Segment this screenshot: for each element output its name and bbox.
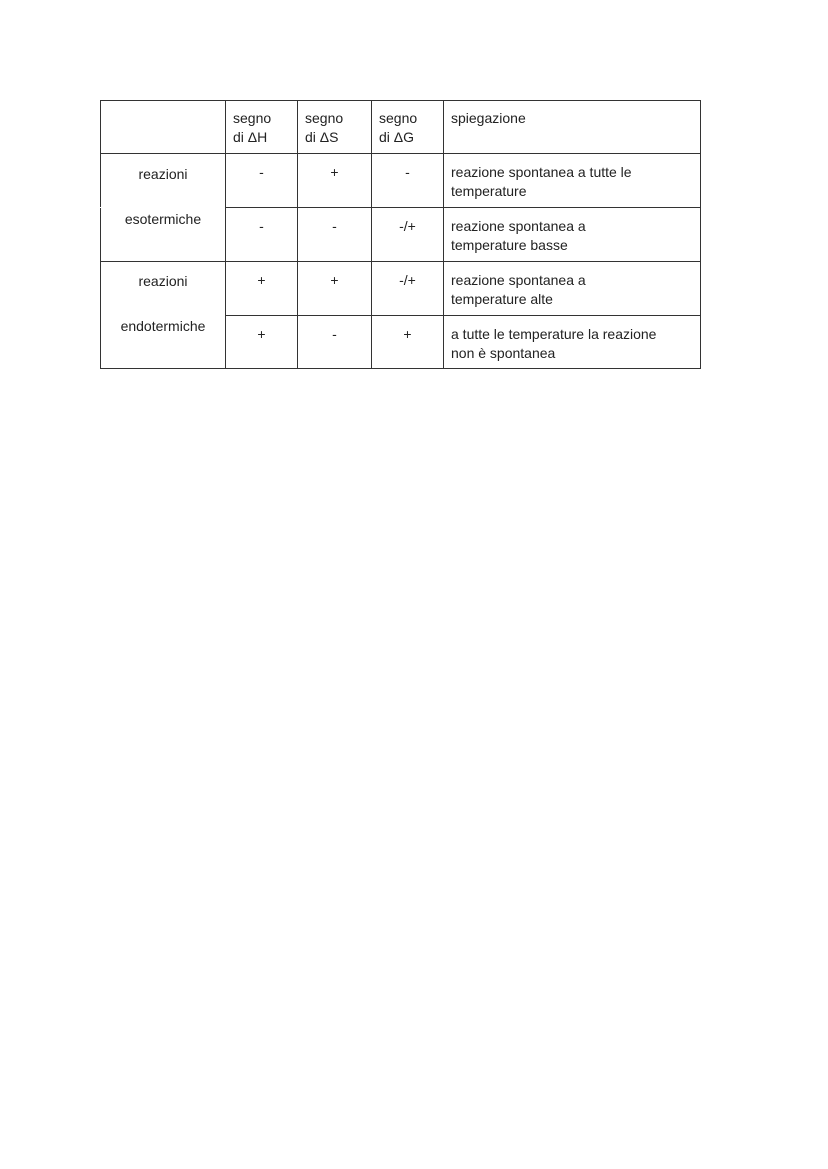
header-delta-g-line1: segno <box>379 110 418 126</box>
header-delta-g <box>372 109 443 147</box>
header-delta-g-line2: di ΔG <box>379 129 415 145</box>
header-delta-s <box>298 109 371 147</box>
header-delta-h-line1: segno <box>233 110 272 126</box>
table-border-right <box>700 100 701 369</box>
row2-explanation <box>444 217 700 255</box>
row3-delta-g: -/+ <box>399 272 416 288</box>
row3-delta-h: + <box>257 272 266 288</box>
row1-explanation <box>444 163 700 201</box>
header-delta-h-line2: di ΔH <box>233 129 268 145</box>
table-border-bottom <box>100 368 701 369</box>
row3-explanation-line2: temperature alte <box>451 291 553 307</box>
group-endo-line2: endotermiche <box>120 318 206 334</box>
header-delta-s-line2: di ΔS <box>305 129 339 145</box>
header-divider <box>100 153 701 154</box>
thermodynamics-table <box>100 100 701 369</box>
table-border-left-a <box>100 100 101 207</box>
row4-delta-g: + <box>403 326 412 342</box>
row3-explanation-line1: reazione spontanea a <box>451 272 586 288</box>
row1-explanation-line1: reazione spontanea a tutte le <box>451 164 632 180</box>
row2-explanation-line2: temperature basse <box>451 237 568 253</box>
table-border-top <box>100 100 701 101</box>
row4-explanation-line2: non è spontanea <box>451 345 556 361</box>
row2-delta-h: - <box>259 218 264 234</box>
group-exo-line1: reazioni <box>138 166 188 182</box>
row1-delta-g: - <box>405 164 410 180</box>
row1-delta-h: - <box>259 164 264 180</box>
group-divider <box>100 261 701 262</box>
group-endo-line1: reazioni <box>138 273 188 289</box>
row4-delta-h: + <box>257 326 266 342</box>
header-delta-s-line1: segno <box>305 110 344 126</box>
row2-delta-g: -/+ <box>399 218 416 234</box>
row2-explanation-line1: reazione spontanea a <box>451 218 586 234</box>
row4-explanation-line1: a tutte le temperature la reazione <box>451 326 657 342</box>
header-delta-h <box>226 109 297 147</box>
row4-explanation <box>444 325 700 363</box>
row3-explanation <box>444 271 700 309</box>
group-exo-line2: esotermiche <box>124 211 202 227</box>
row1-explanation-line2: temperature <box>451 183 527 199</box>
row4-delta-s: - <box>332 326 337 342</box>
row2-delta-s: - <box>332 218 337 234</box>
header-explanation: spiegazione <box>451 110 526 126</box>
row1-delta-s: + <box>330 164 339 180</box>
row3-delta-s: + <box>330 272 339 288</box>
